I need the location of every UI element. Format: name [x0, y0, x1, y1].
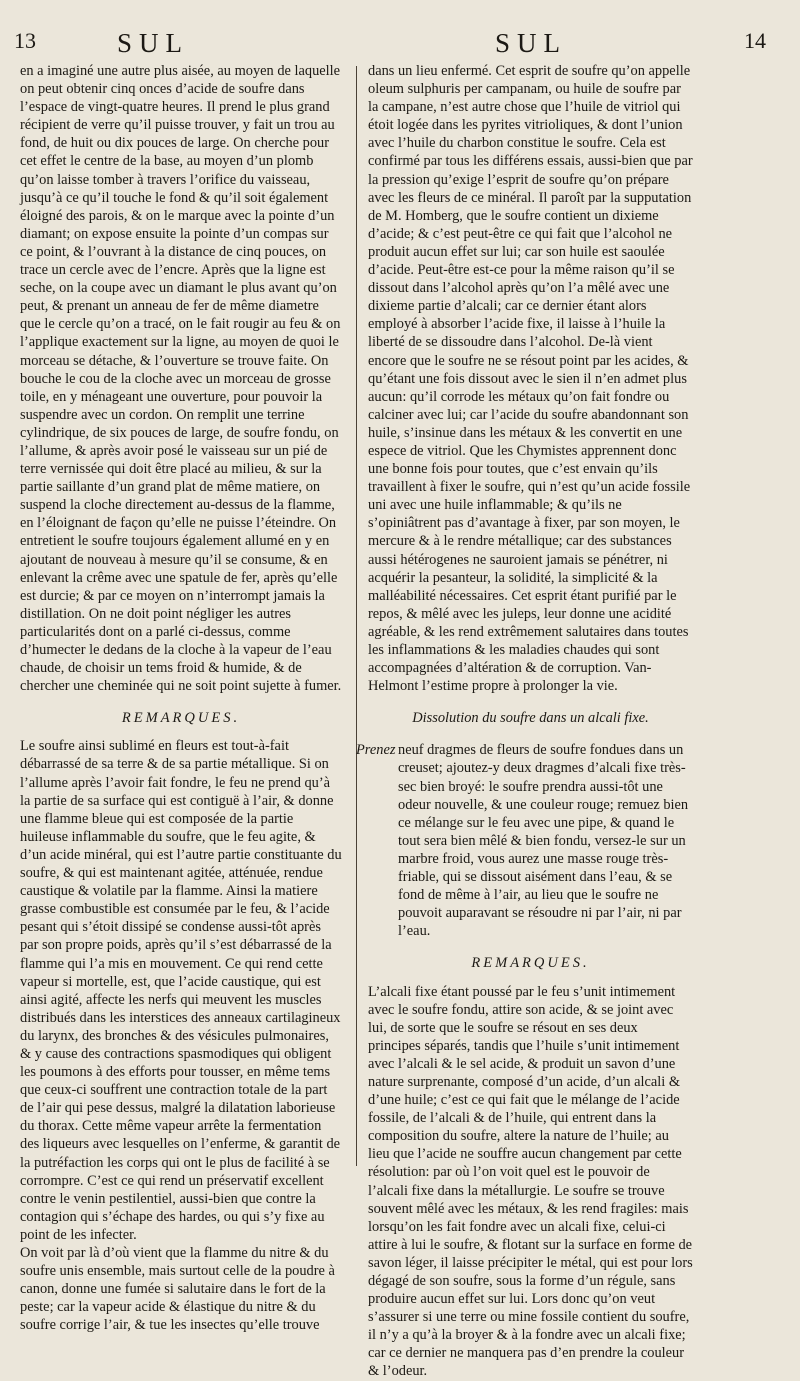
column-divider	[356, 66, 357, 1166]
left-paragraph-1: en a imaginé une autre plus aisée, au moyen de laquelle on peut obtenir cinq onces d’acide de soufre dans l’espace de vingt-quatre heures. Il prend le plus grand récipient de verre qu’il puisse trouver, y fait un trou au fond, de huit ou dix pouces de large. On cherche pour cet effet le centre de la base, au moyen d’un plomb qu’on laisse tomber à travers l’orifice du vaisseau, jusqu’à ce qu’il touche le fond & qu’il soit également éloigné des parois, & on le marque avec la pointe d’un diamant; on expose ensuite la pointe d’un compas sur ce point, & l’ouvrant à la distance de cinq pouces, on trace un cercle avec de l’encre. Après que la ligne est seche, on la coupe avec un diamant le plus avant qu’on peut, & prenant un anneau de fer de même diametre que le cercle qu’on a tracé, on le fait rougir au feu & on l’applique exactement sur la ligne, au moyen de quoi le morceau se détache, & l’ouverture se trouve faite. On bouche le cou de la cloche avec un morceau de grosse toile, en y ménageant une ouverture, pour pouvoir la suspendre avec un cordon. On remplit une terrine cylindrique, de six pouces de large, de soufre fondu, on l’allume, & après avoir posé le vaisseau sur un pié de terre vernissée qui doit être placé au milieu, & sur la partie saillante d’un grand plat de même matiere, on suspend la cloche directement au-dessus de la flamme, en l’éloignant de façon qu’elle ne puisse l’éteindre. On entretient le soufre toujours également allumé en y en ajoutant de nouveau à mesure qu’il se consume, & en enlevant la crême avec une spatule de fer, après qu’elle est durcie; & par ce moyen on n’interrompt jamais la distillation. On ne doit point négliger les autres particularités dont on a parlé ci-dessus, comme d’humecter le dedans de la cloche à la vapeur de l’eau chaude, de choisir un tems froid & humide, & de chercher une cheminée qui ne soit point sujette à fumer.	[20, 63, 342, 695]
left-paragraph-2: Le soufre ainsi sublimé en fleurs est tout-à-fait débarrassé de sa terre & de sa partie métallique. Si on l’allume après l’avoir fait fondre, le feu ne prend qu’à la partie de sa surface qui est contiguë à l’air, & donne une flamme bleue qui est composée de la partie huileuse inflammable du soufre, que le feu agite, & d’un acide minéral, qui est l’autre partie constituante du soufre, & qui est maintenant agitée, atténuée, rendue caustique & volatile par la flamme. Ainsi la matiere grasse combustible est consumée par le feu, & l’acide pesant qui s’étoit dissipé se condense aussi-tôt après par son propre poids, après qu’il s’est débarrassé de la flamme qui l’a mis en mouvement. Ce qui rend cette vapeur si mortelle, est, que l’acide caustique, qui est ainsi agité, affecte les nerfs qui meuvent les muscles distribués dans les interstices des anneaux cartilagineux du larynx, des bronches & des vésicules pulmonaires, & y cause des contractions spasmodiques qui obligent les poumons à des efforts pour tousser, en même tems que ceux-ci souffrent une contraction totale de la part de l’air qui pese dessus, malgré la dilatation laborieuse du thorax. Cette même vapeur arrête la fermentation des liqueurs avec lesquelles on l’enferme, & garantit de la putréfaction les corps qui ont le plus de facilité à se corrompre. C’est ce qui rend un préservatif excellent contre le venin pestilentiel, aussi-bien que contre la contagion qui s’échape des hardes, ou qui s’y fixe au point de les infecter.	[20, 738, 342, 1243]
right-remarques-heading: REMARQUES.	[471, 955, 590, 972]
left-remarques-heading: REMARQUES.	[121, 710, 241, 727]
right-paragraph-1: dans un lieu enfermé. Cet esprit de soufre qu’on appelle oleum sulphuris per campanam, ou huile de soufre par la campane, n’est autre chose que l’huile de vitriol qui étoit logée dans les pyrites vitrioliques, & dont l’union avec l’huile du charbon constitue le soufre. Cela est confirmé par tous les différens essais, aussi-bien que par la pression qu’exige l’esprit de soufre qu’on prépare avec les fleurs de ce minéral. Il paroît par la supputation de M. Homberg, que le soufre contient un dixieme d’acide; & c’est peut-être ce qui fait que l’alcohol ne produit aucun effet sur lui; car son huile est saoulée d’acide. Peut-être est-ce pour la même raison qu’il se dissout dans l’alcohol après qu’on l’a mêlé avec une dixieme partie d’alcali; car ce dernier étant alors employé à absorber l’acide fixe, il laisse à l’huile la liberté de se dissoudre dans l’alcohol. De-là vient encore que le soufre ne se résout point par les acides, & qu’étant une fois dissout avec le sien il n’en admet plus aucun: qu’il corrode les métaux qu’on fait fondre ou calciner avec lui; car l’acide du soufre abandonnant son huile, s’insinue dans les métaux & les convertit en une espece de vitriol. Que les Chymistes apprennent donc une bonne fois pour toutes, que c’est envain qu’ils travaillent à fixer le soufre, qui n’est qu’un acide fossile uni avec une huile inflammable; & qu’ils ne s’opiniâtrent pas d’avantage à fixer, par son moyen, le mercure & à le rendre métallique; car des substances aussi hétérogenes ne sauroient jamais se pénétrer, ni acquérir la pesanteur, la solidité, la simplicité & la malléabilité nécessaires. Cet esprit étant purifié par le repos, & mêlé avec les juleps, leur donne une acidité agréable, & les rend extrêmement salutaires dans toutes les inflammations & les maladies chaudes qui sont accompagnées d’altération & de corruption. Van-Helmont l’estime propre à prolonger la vie.	[368, 63, 693, 695]
running-head-left: SUL	[117, 28, 190, 58]
prenez-label: Prenez	[356, 742, 396, 759]
right-column	[356, 62, 693, 1381]
right-paragraph-3: L’alcali fixe étant poussé par le feu s’unit intimement avec le soufre fondu, attire son acide, & se joint avec lui, de sorte que le soufre se résout en ses deux principes séparés, tandis que l’huile s’unit intimement avec l’alcali & le sel acide, & produit un savon d’une nature surprenante, composé d’un acide, d’un alcali & d’une huile; c’est ce qui fait que le mélange de l’acide fossile, de l’alcali & de l’huile, qui entrent dans la composition du soufre, altere la nature de l’huile; au lieu que l’acide ne souffre aucun changement par cette résolution: par où l’on voit quel est le pouvoir de l’alcali fixe dans la métallurgie. Le soufre se trouve souvent mêlé avec les métaux, & les rend fragiles: mais lorsqu’on les fait fondre avec un alcali fixe, celui-ci attire à lui le soufre, & flotant sur la surface en forme de savon léger, il laisse précipiter le métal, qui est pour lors dégagé de son soufre, sous la forme d’un régule, sans produire aucun effet sur lui. Lors donc qu’on veut s’assurer si une terre ou mine fossile contient du soufre, il n’y a qu’à la broyer & à la fondre avec un alcali fixe; car ce dernier ne manquera pas d’en prendre la couleur & l’odeur.	[368, 983, 693, 1380]
dissolution-subheading: Dissolution du soufre dans un alcali fixe.	[412, 710, 649, 727]
page-number-right: 14	[744, 28, 766, 53]
left-paragraph-3: On voit par là d’où vient que la flamme du nitre & du soufre unis ensemble, mais surtout celle de la poudre à canon, donne une fumée si salutaire dans le fort de la peste; car la vapeur acide & élastique du nitre & du soufre corrige l’air, & tue les insectes qu’elle trouve	[20, 1245, 335, 1334]
running-head-right: SUL	[495, 28, 568, 58]
right-paragraph-2: neuf dragmes de fleurs de soufre fondues dans un creuset; ajoutez-y deux dragmes d’alcali fixe très-sec bien broyé: le soufre prendra aussi-tôt une odeur nouvelle, & une couleur rouge; remuez bien ce mélange sur le feu avec une pipe, & quand le tout sera bien mêlé & bien fondu, versez-le sur un marbre froid, vous aurez une masse rouge très-friable, qui se dissout aisément dans l’eau, & se fond de même à l’air, au lieu que le soufre ne pouvoit auparavant se résoudre ni par l’air, ni par l’eau.	[398, 742, 689, 940]
page-number-left: 13	[14, 28, 36, 53]
left-column	[20, 62, 342, 1334]
prenez-recipe	[356, 741, 693, 940]
